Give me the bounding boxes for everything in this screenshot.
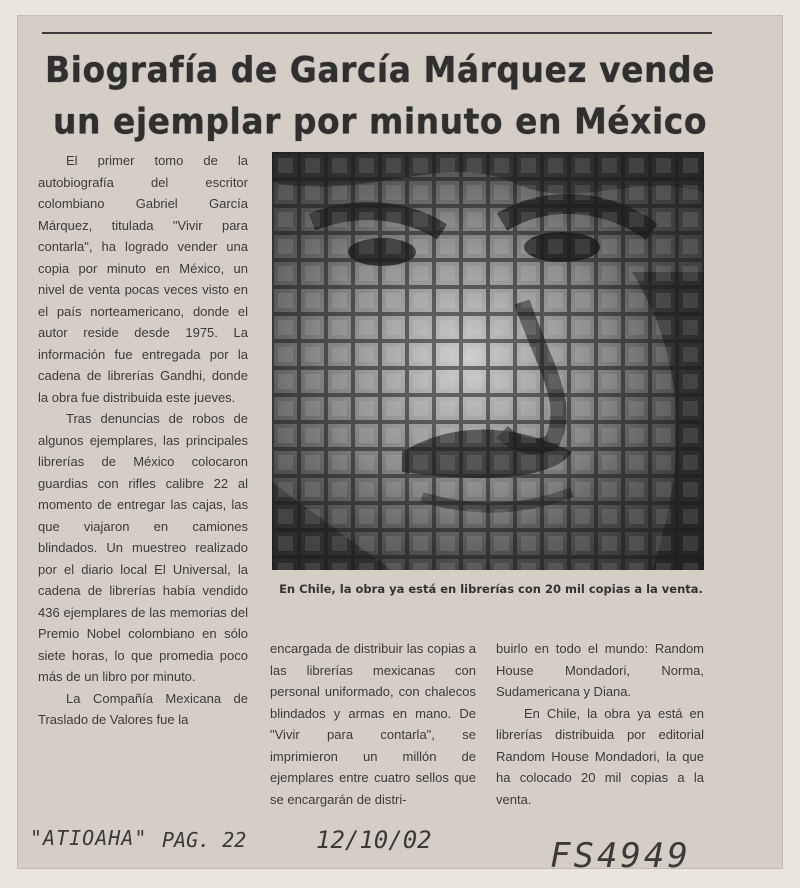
- body-column-1: [38, 150, 248, 731]
- paragraph: encargada de distribuir las copias a las librerías mexicanas con personal uniformado, con chalecos blindados y armas en mano. De "Vivir para contarla", se imprimieron un millón de ejemplares entre cuatro sellos que se encargarán de distri-: [270, 641, 476, 807]
- body-column-3: [496, 638, 704, 810]
- handwritten-date: 12/10/02: [316, 826, 432, 854]
- paragraph: En Chile, la obra ya está en librerías distribuida por editorial Random House Mondadori, la que ha colocado 20 mil copias a la venta.: [496, 705, 704, 807]
- paragraph: buirlo en todo el mundo: Random House Mondadori, Norma, Sudamericana y Diana.: [496, 641, 704, 699]
- headline: Biografía de García Márquez vende un ejemplar por minuto en México: [45, 48, 715, 143]
- handwritten-archive-id: FS4949: [550, 836, 691, 876]
- top-rule: [42, 32, 712, 34]
- paragraph: Tras denuncias de robos de algunos ejemplares, las principales librerías de México colocaron guardias con rifles calibre 22 al momento de entregar las cajas, las que viajaron en camiones blindados. Un muestreo realizado por el diario local El Universal, la cadena de librerías había vendido 436 ejemplares de las memorias del Premio Nobel colombiano en sólo siete horas, lo que promedia poco más de un libro por minuto.: [38, 411, 248, 684]
- handwritten-source: "ATIOAHA": [30, 826, 148, 850]
- portrait-photo: [272, 152, 704, 570]
- handwritten-page: PAG. 22: [162, 828, 247, 852]
- body-column-2: [270, 638, 476, 810]
- photo-caption: En Chile, la obra ya está en librerías con 20 mil copias a la venta.: [279, 582, 703, 596]
- paragraph: La Compañía Mexicana de Traslado de Valores fue la: [38, 690, 248, 727]
- paragraph: El primer tomo de la autobiografía del escritor colombiano Gabriel García Márquez, titulada "Vivir para contarla", ha logrado vender una copia por minuto en México, un nivel de venta pocas veces visto en el país norteamericano, donde el autor reside desde 1975. La información fue entregada por la cadena de librerías Gandhi, donde la obra fue distribuida este jueves.: [38, 153, 248, 405]
- halftone-portrait-graphic: [272, 152, 704, 570]
